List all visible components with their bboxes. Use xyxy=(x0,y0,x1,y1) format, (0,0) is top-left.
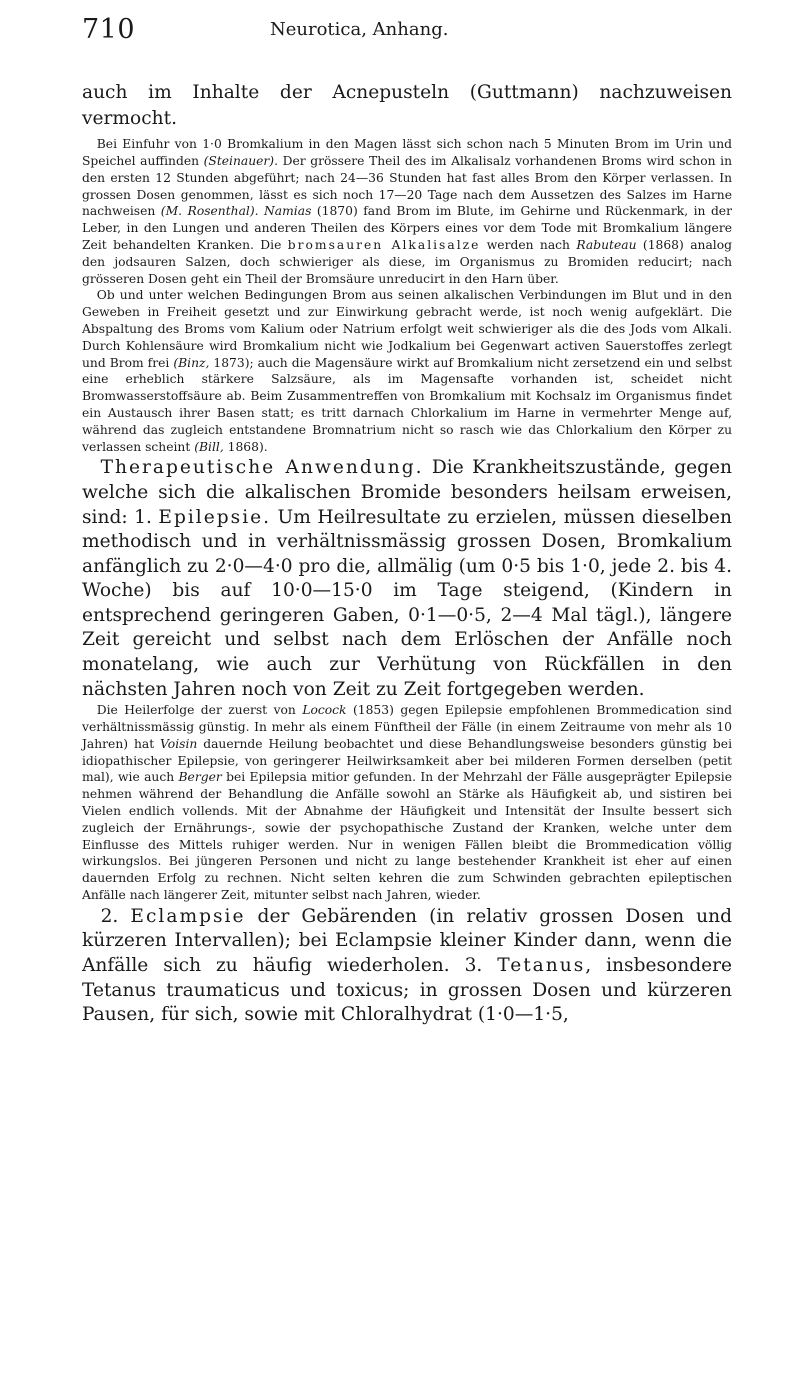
text-run: Die Heilerfolge der zuerst von xyxy=(96,703,303,718)
citation: Berger xyxy=(178,770,222,785)
spaced-emphasis: Epilepsie. xyxy=(158,506,272,528)
citation: (M. Rosenthal) xyxy=(160,204,255,219)
citation: Locock xyxy=(302,703,347,718)
text-run: . xyxy=(254,204,265,219)
text-run: Die Krankheitszustände, gegen welche sich die alkalischen Bromide besonders heilsam erweisen, sind: 1. xyxy=(82,457,733,528)
text-run: dauernde Heilung beobachtet und diese Behandlungsweise besonders günstig bei idiopathischer Epilepsie, von geringerer Heilwirksamkeit aber bei milderen Formen derselben (petit mal), wie auch xyxy=(82,736,732,785)
citation: Rabuteau xyxy=(576,237,637,252)
text-run: 2. xyxy=(100,905,131,927)
text-run: (1868) analog den jodsauren Salzen, doch schwieriger als diese, im Organismus zu Bromiden reducirt; nach grösseren Dosen geht ein Theil der Bromsäure unreducirt in den Harn über. xyxy=(82,237,732,286)
paragraph-bromine-elimination xyxy=(82,136,732,287)
text-run: Um Heilresultate zu erzielen, müssen dieselben methodisch und in verhältnissmässig grossen Dosen, Bromkalium anfänglich zu 2·0—4·0 pro die, allmälig (um 0·5 bis 1·0, jede 2. bis 4. Woche) bis auf 10·0—15·0 im Tage steigend, (Kindern in entsprechend geringeren Gaben, 0·1—0·5, 2—4 Mal tägl.), längere Zeit gereicht und selbst nach dem Erlöschen der Anfälle noch monatelang, wie auch zur Verhütung von Rückfällen in den nächsten Jahren noch von Zeit zu Zeit fortgegeben werden. xyxy=(82,506,732,700)
citation: (Bill, xyxy=(194,439,224,454)
text-run: Ob und unter welchen Bedingungen Brom aus seinen alkalischen Verbindungen im Blut und in den Geweben in Freiheit gesetzt und zur Einwirkung gebracht werde, ist noch wenig aufgeklärt. Die Abspaltung des Broms vom Kalium oder Natrium erfolgt weit schwieriger als die des Jods vom Alkali. Durch Kohlensäure wird Bromkalium nicht wie Jodkalium bei Gegenwart activen Sauerstoffes zerlegt und Brom frei xyxy=(82,288,732,370)
spaced-emphasis: Tetanus xyxy=(497,955,586,977)
page-number: 710 xyxy=(82,14,136,45)
text-run: 1868). xyxy=(223,439,268,454)
spaced-emphasis: bromsauren Alkalisalze xyxy=(287,237,481,252)
text-run: 1873); auch die Magensäure wirkt auf Bromkalium nicht zersetzend ein und selbst eine erheblich stärkere Salzsäure, als im Magensafte vorhanden ist, scheidet nicht Bromwasserstoffsäure ab. Beim Zusammentreffen von Bromkalium mit Kochsalz im Organismus findet ein Austausch ihrer Basen statt; es tritt darnach Chlorkalium im Harne in vermehrter Menge auf, während das zugleich entstandene Bromnatrium nicht so rasch wie das Chlorkalium den Körper zu verlassen scheint xyxy=(82,355,732,454)
citation: (Steinauer) xyxy=(203,153,275,168)
citation: Voisin xyxy=(160,736,198,751)
text-run: bei Epilepsia mitior gefunden. In der Mehrzahl der Fälle ausgeprägter Epilepsie nehmen während der Behandlung die Anfälle sowohl an Stärke als Häufigkeit ab, und sistiren bei Vielen endlich vollends. Mit der Abnahme der Häufigkeit und Intensität der Insulte bessert sich zugleich der Ernährungs-, sowie der psychopathische Zustand der Kranken, welche unter dem Einflusse des Mittels ruhiger werden. Nur in wenigen Fällen bleibt die Brommedication völlig wirkungslos. Bei jüngeren Personen und nicht zu lange bestehender Krankheit ist eher auf einen dauernden Erfolg zu rechnen. Nicht selten kehren die zum Schwinden gebrachten epileptischen Anfälle nach längerer Zeit, mitunter selbst nach Jahren, wieder. xyxy=(82,770,732,903)
text-run: der Gebärenden (in relativ grossen Dosen und kürzeren Intervallen); bei Eclampsie kleiner Kinder dann, wenn die Anfälle sich zu häufig wiederholen. 3. xyxy=(82,905,732,977)
citation: (Binz, xyxy=(173,355,210,370)
text-run: , insbesondere Tetanus traumaticus und toxicus; in grossen Dosen und kürzeren Pausen, für sich, sowie mit Chloralhydrat (1·0—1·5, xyxy=(82,955,732,1026)
text-run: Bei Einfuhr von 1·0 Bromkalium in den Magen lässt sich schon nach 5 Minuten Brom im Urin und Speichel auffinden xyxy=(82,137,732,168)
paragraph-eclampsia-tetanus xyxy=(82,905,732,1028)
text-run: . Der grössere Theil des im Alkalisalz vorhandenen Broms wird schon in den ersten 12 Stunden abgeführt; nach 24—36 Stunden hat fast alles Brom den Körper verlassen. In grossen Dosen genommen, lässt es sich noch 17—20 Tage nach dem Aussetzen des Salzes im Harne nachweisen xyxy=(82,153,732,219)
intro-paragraph xyxy=(82,80,732,131)
citation: Namias xyxy=(264,204,312,219)
paragraph-epilepsy-results xyxy=(82,702,732,904)
intro-text: auch im Inhalte der Acnepusteln (Guttmann) nachzuweisen vermocht. xyxy=(82,82,732,129)
text-run: (1870) fand Brom im Blute, im Gehirne und Rückenmark, in der Leber, in den Lungen und anderen Theilen des Körpers eines vor dem Tode mit Bromkalium längere Zeit behandelten Kranken. Die xyxy=(82,204,732,252)
running-title: Neurotica, Anhang. xyxy=(270,19,449,40)
text-run: werden nach xyxy=(480,237,577,252)
page-header xyxy=(82,0,732,56)
paragraph-therapeutic-use xyxy=(82,456,732,702)
document-page xyxy=(82,0,732,1028)
text-run: (1853) gegen Epilepsie empfohlenen Brommedication sind verhältnissmässig günstig. In mehr als einem Fünftheil der Fälle (in einem Zeitraume von mehr als 10 Jahren) hat xyxy=(82,703,732,751)
section-heading: Therapeutische Anwendung. xyxy=(100,457,424,479)
spaced-emphasis: Eclampsie xyxy=(130,905,246,927)
paragraph-bromine-release xyxy=(82,287,732,455)
